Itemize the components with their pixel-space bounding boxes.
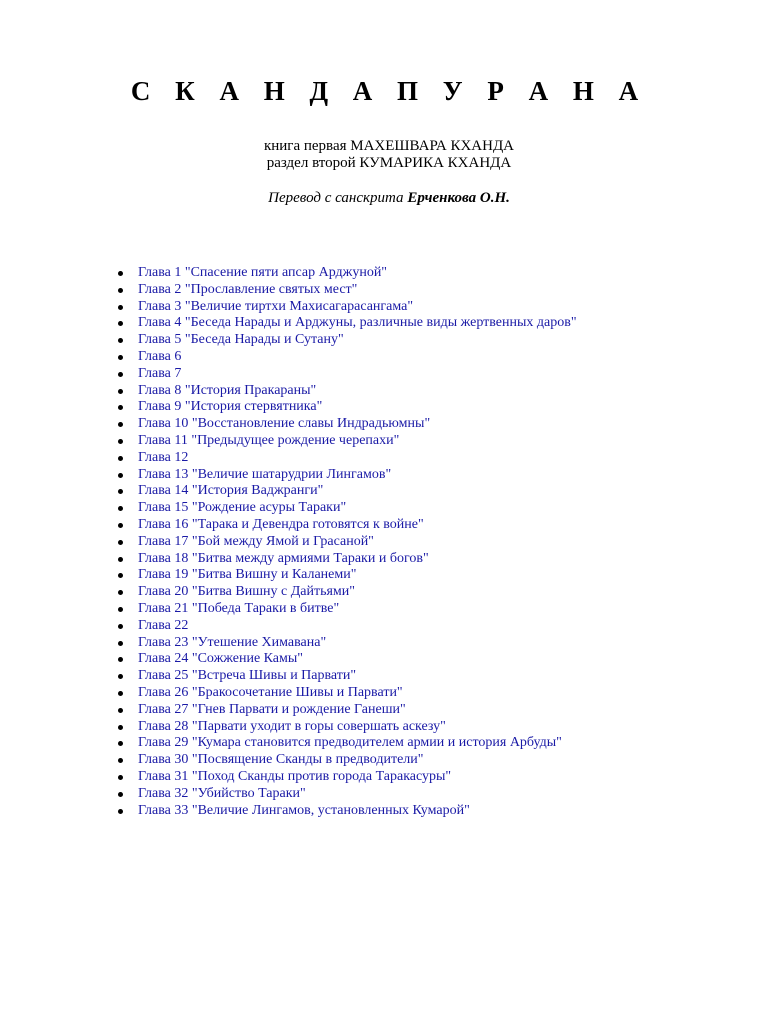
chapter-link[interactable]: Глава 14 "История Ваджранги" xyxy=(138,483,324,499)
chapter-link[interactable]: Глава 10 "Восстановление славы Индрадьюмны" xyxy=(138,416,431,432)
chapter-link[interactable]: Глава 1 "Спасение пяти апсар Арджуной" xyxy=(138,265,388,280)
bullet-icon xyxy=(118,288,123,293)
chapter-link[interactable]: Глава 4 "Беседа Нарады и Арджуны, различные виды жертвенных даров" xyxy=(138,315,577,331)
bullet-icon xyxy=(118,607,123,612)
chapter-link[interactable]: Глава 15 "Рождение асуры Тараки" xyxy=(138,500,347,516)
bullet-icon xyxy=(118,473,123,478)
list-item xyxy=(138,517,577,534)
list-item xyxy=(138,349,577,366)
list-item xyxy=(138,786,577,803)
bullet-icon xyxy=(118,573,123,578)
list-item xyxy=(138,416,577,433)
chapter-link[interactable]: Глава 20 "Битва Вишну с Дайтьями" xyxy=(138,584,355,600)
bullet-icon xyxy=(118,641,123,646)
chapter-link[interactable]: Глава 2 "Прославление святых мест" xyxy=(138,281,358,297)
list-item xyxy=(138,315,577,332)
list-item xyxy=(138,467,577,484)
chapter-link[interactable]: Глава 19 "Битва Вишну и Каланеми" xyxy=(138,567,357,583)
bullet-icon xyxy=(118,590,123,595)
chapter-link[interactable]: Глава 8 "История Пракараны" xyxy=(138,382,317,398)
bullet-icon xyxy=(118,355,123,360)
list-item xyxy=(138,282,577,299)
chapter-link[interactable]: Глава 13 "Величие шатарудрии Лингамов" xyxy=(138,466,392,482)
list-item xyxy=(138,735,577,752)
list-item xyxy=(138,635,577,652)
list-item xyxy=(138,567,577,584)
bullet-icon xyxy=(118,372,123,377)
chapter-link[interactable]: Глава 6 xyxy=(138,348,182,364)
chapter-link[interactable]: Глава 21 "Победа Тараки в битве" xyxy=(138,600,340,616)
bullet-icon xyxy=(118,540,123,545)
chapter-link[interactable]: Глава 31 "Поход Сканды против города Таракасуры" xyxy=(138,768,452,784)
list-item xyxy=(138,618,577,635)
list-item xyxy=(138,551,577,568)
list-item xyxy=(138,383,577,400)
chapter-link[interactable]: Глава 17 "Бой между Ямой и Грасаной" xyxy=(138,533,374,549)
bullet-icon xyxy=(118,422,123,427)
bullet-icon xyxy=(118,523,123,528)
section-line: раздел второй КУМАРИКА КХАНДА xyxy=(266,155,512,171)
bullet-icon xyxy=(118,809,123,814)
list-item xyxy=(138,483,577,500)
translation-credit xyxy=(0,190,768,207)
list-item xyxy=(138,399,577,416)
bullet-icon xyxy=(118,758,123,763)
bullet-icon xyxy=(118,271,123,276)
bullet-icon xyxy=(118,456,123,461)
chapter-link[interactable]: Глава 32 "Убийство Тараки" xyxy=(138,785,306,801)
list-item xyxy=(138,668,577,685)
chapter-link[interactable]: Глава 27 "Гнев Парвати и рождение Ганеши" xyxy=(138,701,406,717)
translation-prefix: Перевод с санскрита xyxy=(268,190,408,206)
chapter-link[interactable]: Глава 12 xyxy=(138,449,189,465)
list-item xyxy=(138,752,577,769)
chapter-link[interactable]: Глава 23 "Утешение Химавана" xyxy=(138,634,327,650)
bullet-icon xyxy=(118,691,123,696)
chapter-link[interactable]: Глава 30 "Посвящение Сканды в предводители" xyxy=(138,752,424,768)
page-title: С К А Н Д А П У Р А Н А xyxy=(130,76,648,106)
bullet-icon xyxy=(118,389,123,394)
list-item xyxy=(138,769,577,786)
list-item xyxy=(138,366,577,383)
list-item xyxy=(138,601,577,618)
list-item xyxy=(138,299,577,316)
chapter-link[interactable]: Глава 3 "Величие тиртхи Махисагарасангама" xyxy=(138,298,414,314)
chapter-link[interactable]: Глава 26 "Бракосочетание Шивы и Парвати" xyxy=(138,684,403,700)
chapter-link[interactable]: Глава 9 "История стервятника" xyxy=(138,399,323,415)
bullet-icon xyxy=(118,725,123,730)
subtitle-block xyxy=(0,138,768,172)
bullet-icon xyxy=(118,305,123,310)
list-item xyxy=(138,803,577,820)
chapter-link[interactable]: Глава 22 xyxy=(138,617,189,633)
bullet-icon xyxy=(118,741,123,746)
chapter-link[interactable]: Глава 24 "Сожжение Камы" xyxy=(138,651,304,667)
bullet-icon xyxy=(118,338,123,343)
bullet-icon xyxy=(118,321,123,326)
chapter-link[interactable]: Глава 16 "Тарака и Девендра готовятся к войне" xyxy=(138,516,424,532)
list-item xyxy=(138,584,577,601)
list-item xyxy=(138,685,577,702)
bullet-icon xyxy=(118,792,123,797)
bullet-icon xyxy=(118,624,123,629)
chapter-link[interactable]: Глава 28 "Парвати уходит в горы совершать аскезу" xyxy=(138,718,446,734)
translator-name: Ерченкова О.Н. xyxy=(407,190,510,206)
bullet-icon xyxy=(118,708,123,713)
bullet-icon xyxy=(118,657,123,662)
chapter-link[interactable]: Глава 33 "Величие Лингамов, установленных Кумарой" xyxy=(138,802,470,818)
chapter-list xyxy=(138,265,577,819)
bullet-icon xyxy=(118,775,123,780)
chapter-link[interactable]: Глава 29 "Кумара становится предводителем армии и история Арбуды" xyxy=(138,735,562,751)
list-item xyxy=(138,433,577,450)
list-item xyxy=(138,534,577,551)
chapter-link[interactable]: Глава 5 "Беседа Нарады и Сутану" xyxy=(138,332,344,348)
bullet-icon xyxy=(118,557,123,562)
chapter-link[interactable]: Глава 7 xyxy=(138,365,182,381)
list-item xyxy=(138,265,577,282)
list-item xyxy=(138,500,577,517)
list-item xyxy=(138,702,577,719)
bullet-icon xyxy=(118,405,123,410)
list-item xyxy=(138,651,577,668)
book-line: книга первая МАХЕШВАРА КХАНДА xyxy=(263,138,515,154)
chapter-link[interactable]: Глава 11 "Предыдущее рождение черепахи" xyxy=(138,432,400,448)
bullet-icon xyxy=(118,489,123,494)
bullet-icon xyxy=(118,506,123,511)
list-item xyxy=(138,450,577,467)
chapter-link[interactable]: Глава 25 "Встреча Шивы и Парвати" xyxy=(138,668,357,684)
list-item xyxy=(138,332,577,349)
bullet-icon xyxy=(118,674,123,679)
chapter-link[interactable]: Глава 18 "Битва между армиями Тараки и богов" xyxy=(138,550,429,566)
bullet-icon xyxy=(118,439,123,444)
list-item xyxy=(138,719,577,736)
